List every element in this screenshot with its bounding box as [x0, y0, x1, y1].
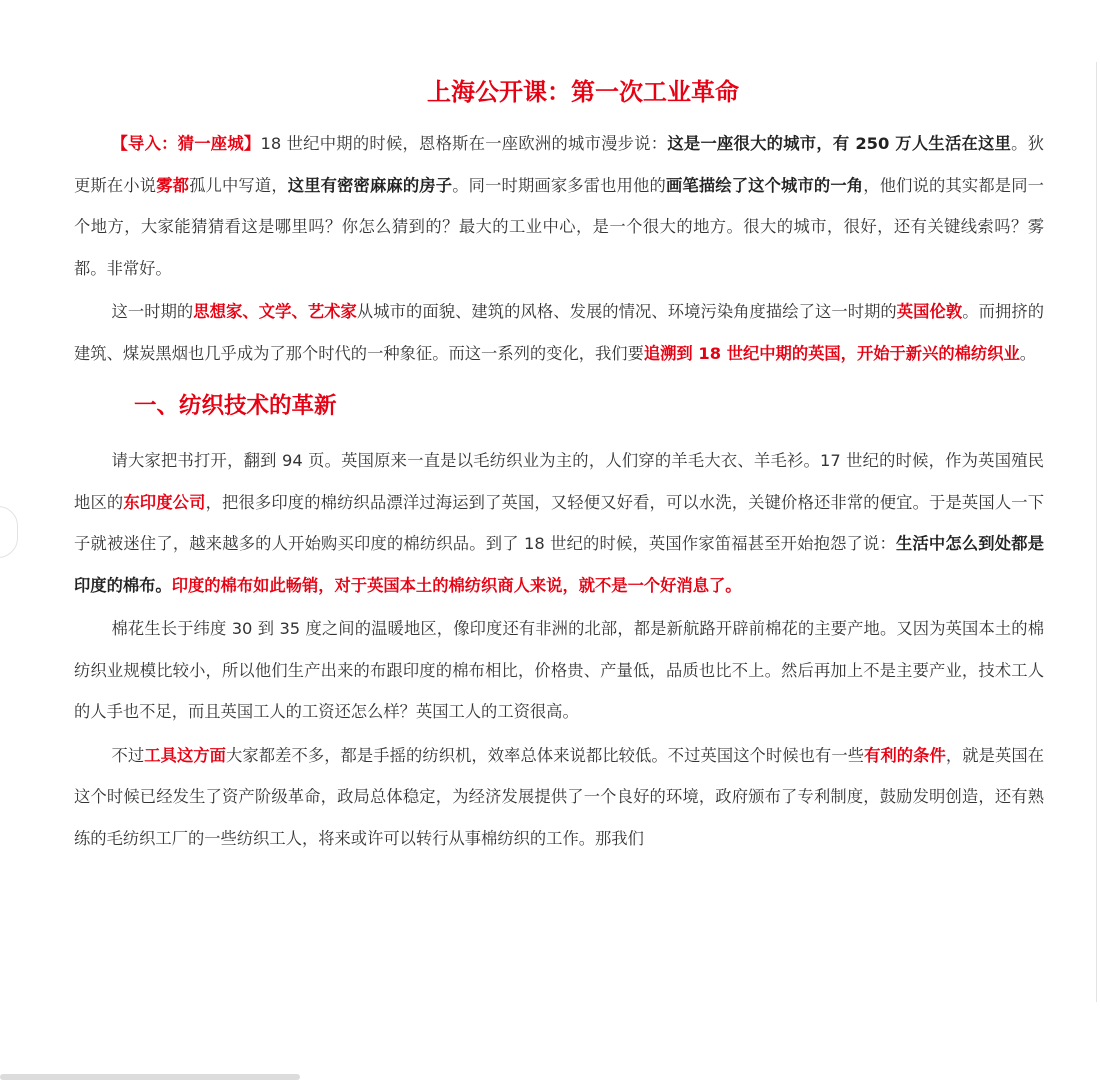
highlight-run: 英国伦敦	[896, 302, 963, 321]
text-run: 请大家把书打开，翻到 94 页。英国原来一直是以毛纺织业为主的，人们穿的羊毛大衣、羊毛衫。17 世纪的时候，作为英国殖民地区的	[74, 451, 1044, 512]
document-title: 上海公开课：第一次工业革命	[427, 78, 739, 106]
text-run: 18 世纪中期的时候，恩格斯在一座欧洲的城市漫步说：	[260, 134, 668, 153]
emphasis-run: 这是一座很大的城市，有 250 万人生活在这里	[667, 134, 1012, 153]
text-run: 大家都差不多，都是手摇的纺织机，效率总体来说都比较低。不过英国这个时候也有一些	[226, 745, 865, 765]
highlight-run: 东印度公司	[123, 492, 206, 512]
text-run: 不过	[111, 745, 145, 765]
highlight-run: 思想家、文学、艺术家	[193, 302, 357, 321]
london-paragraph	[74, 291, 1044, 374]
text-run: 。而拥挤的建筑、煤炭黑烟也几乎成为了那个时代的一种象征。而这一系列的变化，我们要	[74, 302, 1044, 363]
text-run: 从城市的面貌、建筑的风格、发展的情况、环境污染角度描绘了这一时期的	[356, 302, 897, 321]
section-heading: 一、纺织技术的革新	[134, 393, 337, 419]
highlight-run: 工具这方面	[144, 745, 227, 765]
page-edge-divider	[1096, 62, 1097, 1002]
textbook-paragraph	[74, 440, 1044, 606]
highlight-run: 印度的棉布如此畅销，对于英国本土的棉纺织商人来说，就不是一个好消息了。	[171, 575, 742, 595]
text-run: 。	[1019, 343, 1037, 363]
intro-tag: 【导入：猜一座城】	[111, 134, 261, 153]
text-run: ，就是英国在这个时候已经发生了资产阶级革命，政局总体稳定，为经济发展提供了一个良好的环境，政府颁布了专利制度，鼓励发明创造，还有熟练的毛纺织工厂的一些纺织工人，将来或许可以转行从事棉纺织的工作。那我们	[74, 745, 1044, 848]
document-body	[74, 72, 1044, 859]
emphasis-run: 这里有密密麻麻的房子	[287, 175, 453, 195]
quote-run: 生活中怎么到处都是印度的棉布。	[74, 534, 1044, 595]
text-run: 。狄更斯在小说	[74, 134, 1044, 195]
text-run: 这一时期的	[111, 302, 194, 321]
highlight-run: 追溯到 18 世纪中期的英国，开始于新兴的棉纺织业	[643, 343, 1020, 363]
intro-paragraph	[74, 123, 1044, 289]
side-collapse-tab[interactable]	[0, 506, 18, 558]
emphasis-run: 画笔描绘了这个城市的一角	[665, 175, 864, 195]
conditions-paragraph	[74, 735, 1044, 860]
cotton-paragraph: 棉花生长于纬度 30 到 35 度之间的温暖地区，像印度还有非洲的北部，都是新航路开辟前棉花的主要产地。又因为英国本土的棉纺织业规模比较小，所以他们生产出来的布跟印度的棉布相比，价格贵、产量低，品质也比不上。然后再加上不是主要产业，技术工人的人手也不足，而且英国工人的工资还怎么样？英国工人的工资很高。	[74, 619, 1044, 721]
text-run: ，他们说的其实都是同一个地方，大家能猜猜看这是哪里吗？你怎么猜到的？最大的工业中心，是一个很大的地方。很大的城市，很好，还有关键线索吗？雾都。非常好。	[74, 175, 1044, 278]
horizontal-scrollbar[interactable]	[0, 1074, 300, 1080]
text-run: 。同一时期画家多雷也用他的	[452, 175, 666, 195]
highlight-run: 雾都	[156, 175, 190, 195]
text-run: ，把很多印度的棉纺织品漂洋过海运到了英国，又轻便又好看，可以水洗，关键价格还非常的便宜。于是英国人一下子就被迷住了，越来越多的人开始购买印度的棉纺织品。到了 18 世纪的时候，英国作家笛福甚至开始抱怨了说：	[74, 492, 1044, 553]
highlight-run: 有利的条件	[864, 745, 946, 765]
text-run: 孤儿中写道，	[189, 175, 288, 195]
